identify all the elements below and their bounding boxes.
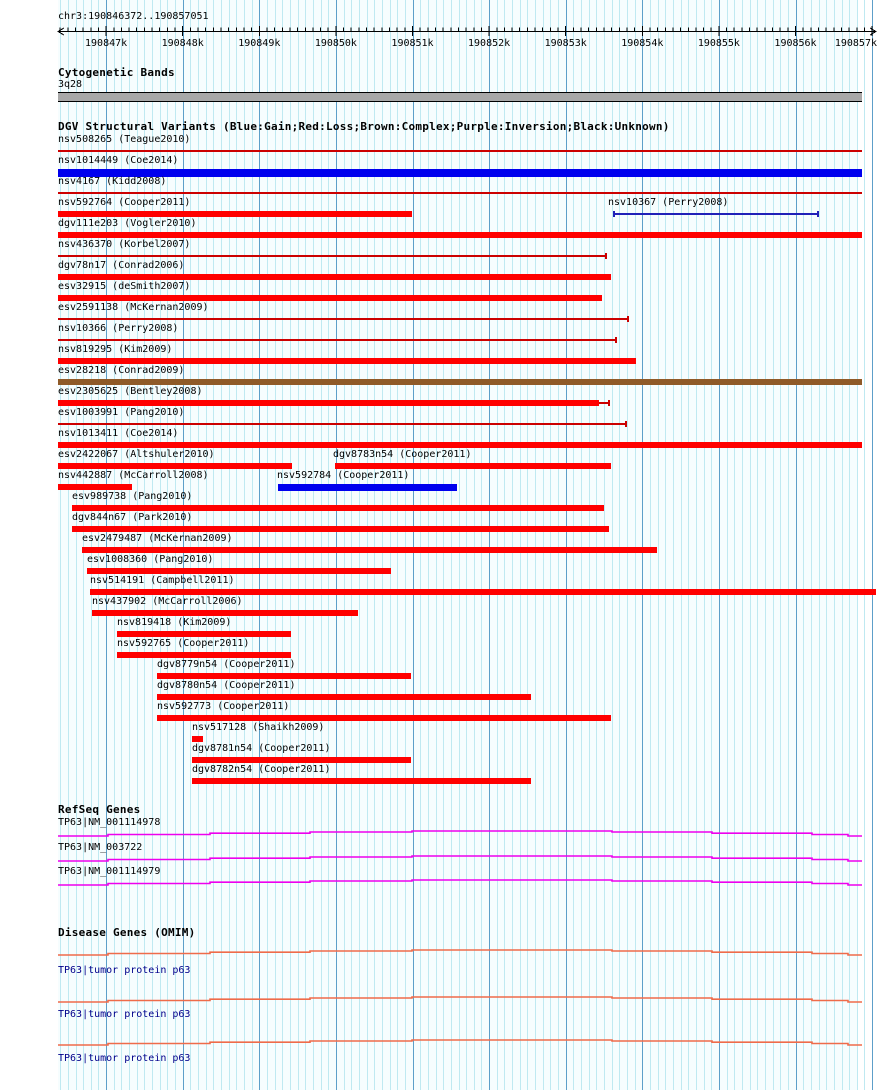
gridline bbox=[305, 0, 306, 1090]
variant-bar[interactable] bbox=[58, 484, 132, 490]
gridline bbox=[742, 0, 743, 1090]
gridline bbox=[382, 0, 383, 1090]
gridline bbox=[773, 0, 774, 1090]
gridline bbox=[857, 0, 858, 1090]
variant-label[interactable]: nsv10366 (Perry2008) bbox=[58, 323, 179, 334]
gridline bbox=[489, 0, 490, 1090]
gridline bbox=[512, 0, 513, 1090]
gridline bbox=[550, 0, 551, 1090]
gridline bbox=[711, 0, 712, 1090]
variant-label[interactable]: dgv844n67 (Park2010) bbox=[72, 512, 193, 523]
ruler-tick-label: 190847k bbox=[85, 38, 128, 49]
variant-label[interactable]: dgv8781n54 (Cooper2011) bbox=[192, 743, 331, 754]
gridline bbox=[459, 0, 460, 1090]
variant-label[interactable]: nsv10367 (Perry2008) bbox=[608, 197, 729, 208]
gridline bbox=[842, 0, 843, 1090]
gridline bbox=[535, 0, 536, 1090]
variant-bar-endcap bbox=[625, 421, 627, 427]
variant-label[interactable]: nsv592773 (Cooper2011) bbox=[157, 701, 290, 712]
gridline bbox=[244, 0, 245, 1090]
gridline bbox=[566, 0, 567, 1090]
variant-label[interactable]: nsv819418 (Kim2009) bbox=[117, 617, 232, 628]
variant-bar[interactable] bbox=[58, 192, 862, 194]
gridline bbox=[604, 0, 605, 1090]
gene-structure[interactable] bbox=[0, 847, 890, 865]
variant-bar[interactable] bbox=[58, 358, 636, 364]
gridline bbox=[527, 0, 528, 1090]
variant-label[interactable]: nsv4167 (Kidd2008) bbox=[58, 176, 167, 187]
gene-label[interactable]: TP63|NM_001114979 bbox=[58, 866, 161, 877]
gridline bbox=[612, 0, 613, 1090]
gridline bbox=[206, 0, 207, 1090]
gridline bbox=[351, 0, 352, 1090]
variant-bar-endcap bbox=[605, 253, 607, 259]
variant-bar[interactable] bbox=[117, 631, 291, 637]
gridline bbox=[673, 0, 674, 1090]
ruler-tick-label: 190856k bbox=[774, 38, 817, 49]
gene-label[interactable]: TP63|tumor protein p63 bbox=[58, 1053, 191, 1064]
variant-label[interactable]: nsv592764 (Cooper2011) bbox=[58, 197, 191, 208]
gridline bbox=[872, 0, 873, 1090]
gridline bbox=[757, 0, 758, 1090]
variant-bar[interactable] bbox=[58, 463, 292, 469]
variant-label[interactable]: esv2479487 (McKernan2009) bbox=[82, 533, 233, 544]
gridline bbox=[750, 0, 751, 1090]
gene-structure[interactable] bbox=[0, 941, 890, 959]
gridline bbox=[290, 0, 291, 1090]
variant-label[interactable]: esv2591138 (McKernan2009) bbox=[58, 302, 209, 313]
gene-label[interactable]: TP63|tumor protein p63 bbox=[58, 1009, 191, 1020]
gridline bbox=[328, 0, 329, 1090]
variant-bar[interactable] bbox=[192, 778, 531, 784]
variant-bar[interactable] bbox=[157, 673, 411, 679]
gridline bbox=[558, 0, 559, 1090]
gridline bbox=[298, 0, 299, 1090]
variant-label[interactable]: dgv78n17 (Conrad2006) bbox=[58, 260, 185, 271]
variant-bar[interactable] bbox=[58, 400, 599, 406]
gridline bbox=[788, 0, 789, 1090]
gridline bbox=[826, 0, 827, 1090]
gridline bbox=[619, 0, 620, 1090]
gridline bbox=[275, 0, 276, 1090]
variant-label[interactable]: esv989738 (Pang2010) bbox=[72, 491, 193, 502]
variant-bar[interactable] bbox=[58, 255, 606, 257]
ruler-tick-label: 190855k bbox=[697, 38, 740, 49]
variant-bar[interactable] bbox=[157, 715, 611, 721]
variant-bar[interactable] bbox=[72, 505, 604, 511]
variant-label[interactable]: esv2305625 (Bentley2008) bbox=[58, 386, 203, 397]
gridline bbox=[267, 0, 268, 1090]
variant-label[interactable]: dgv8782n54 (Cooper2011) bbox=[192, 764, 331, 775]
gridline bbox=[344, 0, 345, 1090]
variant-bar[interactable] bbox=[58, 232, 862, 238]
gridline bbox=[259, 0, 260, 1090]
gridline bbox=[811, 0, 812, 1090]
gene-structure[interactable] bbox=[0, 988, 890, 1006]
ruler-tick-label: 190848k bbox=[161, 38, 204, 49]
gridline bbox=[474, 0, 475, 1090]
variant-bar[interactable] bbox=[58, 379, 862, 385]
gridline bbox=[428, 0, 429, 1090]
variant-label[interactable]: nsv437902 (McCarroll2006) bbox=[92, 596, 243, 607]
gridline bbox=[443, 0, 444, 1090]
variant-label[interactable]: nsv508265 (Teague2010) bbox=[58, 134, 191, 145]
gridline bbox=[282, 0, 283, 1090]
gridline bbox=[719, 0, 720, 1090]
variant-label[interactable]: dgv8780n54 (Cooper2011) bbox=[157, 680, 296, 691]
gridline bbox=[229, 0, 230, 1090]
gridline bbox=[367, 0, 368, 1090]
gridline bbox=[374, 0, 375, 1090]
ruler-tick-label: 190850k bbox=[314, 38, 357, 49]
gridline bbox=[635, 0, 636, 1090]
gridline bbox=[780, 0, 781, 1090]
variant-label[interactable]: dgv111e203 (Vogler2010) bbox=[58, 218, 197, 229]
gridline bbox=[834, 0, 835, 1090]
variant-bar[interactable] bbox=[72, 526, 609, 532]
gridline bbox=[658, 0, 659, 1090]
variant-label[interactable]: dgv8783n54 (Cooper2011) bbox=[333, 449, 472, 460]
gene-label[interactable]: TP63|NM_001114978 bbox=[58, 817, 161, 828]
gridline bbox=[420, 0, 421, 1090]
coordinate-ruler[interactable] bbox=[0, 0, 890, 50]
variant-label[interactable]: nsv514191 (Campbell2011) bbox=[90, 575, 235, 586]
gridline bbox=[627, 0, 628, 1090]
gridline bbox=[696, 0, 697, 1090]
gridline bbox=[681, 0, 682, 1090]
ruler-tick-label: 190851k bbox=[391, 38, 434, 49]
gridline bbox=[359, 0, 360, 1090]
gridline bbox=[497, 0, 498, 1090]
variant-bar[interactable] bbox=[58, 274, 611, 280]
variant-bar-endcap bbox=[817, 211, 819, 217]
gridline bbox=[436, 0, 437, 1090]
gene-structure[interactable] bbox=[0, 871, 890, 889]
variant-label[interactable]: esv28218 (Conrad2009) bbox=[58, 365, 185, 376]
variant-bar[interactable] bbox=[335, 463, 611, 469]
variant-bar[interactable] bbox=[58, 211, 412, 217]
ruler-tick-label: 190852k bbox=[468, 38, 511, 49]
gridline bbox=[596, 0, 597, 1090]
variant-label[interactable]: nsv517128 (Shaikh2009) bbox=[192, 722, 325, 733]
section-header-dgv-variants: DGV Structural Variants (Blue:Gain;Red:Loss;Brown:Complex;Purple:Inversion;Black:Unknown) bbox=[58, 120, 670, 133]
variant-label[interactable]: esv32915 (deSmith2007) bbox=[58, 281, 191, 292]
gridline bbox=[819, 0, 820, 1090]
gridline bbox=[573, 0, 574, 1090]
gene-label[interactable]: TP63|NM_003722 bbox=[58, 842, 143, 853]
variant-bar[interactable] bbox=[90, 589, 876, 595]
variant-bar[interactable] bbox=[58, 169, 862, 177]
section-header-refseq-genes: RefSeq Genes bbox=[58, 803, 141, 816]
variant-label[interactable]: nsv442887 (McCarroll2008) bbox=[58, 470, 209, 481]
variant-label[interactable]: nsv592765 (Cooper2011) bbox=[117, 638, 250, 649]
gene-structure[interactable] bbox=[0, 1031, 890, 1049]
variant-label[interactable]: esv1003991 (Pang2010) bbox=[58, 407, 185, 418]
variant-bar[interactable] bbox=[58, 318, 628, 320]
gridline bbox=[589, 0, 590, 1090]
gene-label[interactable]: TP63|tumor protein p63 bbox=[58, 965, 191, 976]
variant-bar[interactable] bbox=[192, 757, 411, 763]
gridline bbox=[796, 0, 797, 1090]
variant-bar[interactable] bbox=[192, 736, 203, 742]
variant-bar-endcap bbox=[613, 211, 615, 217]
ruler-tick-label: 190849k bbox=[238, 38, 281, 49]
variant-label[interactable]: nsv1014449 (Coe2014) bbox=[58, 155, 179, 166]
variant-label[interactable]: esv1008360 (Pang2010) bbox=[87, 554, 214, 565]
variant-label[interactable]: nsv436370 (Korbel2007) bbox=[58, 239, 191, 250]
variant-bar[interactable] bbox=[58, 423, 626, 425]
variant-bar[interactable] bbox=[613, 213, 818, 215]
gridline bbox=[864, 0, 865, 1090]
variant-bar-endcap bbox=[608, 400, 610, 406]
variant-bar[interactable] bbox=[82, 547, 657, 553]
gridline bbox=[413, 0, 414, 1090]
gridline bbox=[481, 0, 482, 1090]
variant-bar[interactable] bbox=[58, 150, 862, 152]
gridline bbox=[198, 0, 199, 1090]
section-header-cytogenetic-bands: Cytogenetic Bands bbox=[58, 66, 175, 79]
gridline bbox=[520, 0, 521, 1090]
gridline bbox=[504, 0, 505, 1090]
gridline bbox=[313, 0, 314, 1090]
variant-label[interactable]: nsv592784 (Cooper2011) bbox=[277, 470, 410, 481]
gridline bbox=[543, 0, 544, 1090]
gridline bbox=[466, 0, 467, 1090]
gridline bbox=[650, 0, 651, 1090]
ruler-tick-label: 190853k bbox=[544, 38, 587, 49]
variant-bar[interactable] bbox=[92, 610, 358, 616]
section-header-disease-genes-omim: Disease Genes (OMIM) bbox=[58, 926, 196, 939]
variant-bar[interactable] bbox=[58, 442, 862, 448]
gridline bbox=[252, 0, 253, 1090]
variant-label[interactable]: dgv8779n54 (Cooper2011) bbox=[157, 659, 296, 670]
gridline bbox=[727, 0, 728, 1090]
variant-label[interactable]: nsv1013411 (Coe2014) bbox=[58, 428, 179, 439]
cytoband-label: 3q28 bbox=[58, 79, 83, 90]
gridline bbox=[213, 0, 214, 1090]
gridline bbox=[236, 0, 237, 1090]
gridline bbox=[221, 0, 222, 1090]
gridline bbox=[803, 0, 804, 1090]
gridline bbox=[451, 0, 452, 1090]
gridline bbox=[688, 0, 689, 1090]
variant-bar[interactable] bbox=[278, 484, 457, 491]
gridline bbox=[765, 0, 766, 1090]
gridline bbox=[390, 0, 391, 1090]
gridline bbox=[405, 0, 406, 1090]
cytoband-bar[interactable] bbox=[58, 92, 862, 102]
gridline bbox=[336, 0, 337, 1090]
gridline bbox=[704, 0, 705, 1090]
variant-bar[interactable] bbox=[87, 568, 391, 574]
region-title: chr3:190846372..190857051 bbox=[58, 11, 209, 22]
variant-bar-endcap bbox=[627, 316, 629, 322]
gridline bbox=[581, 0, 582, 1090]
gridline bbox=[397, 0, 398, 1090]
variant-bar-endcap bbox=[615, 337, 617, 343]
gridline bbox=[665, 0, 666, 1090]
gridline bbox=[321, 0, 322, 1090]
gridline bbox=[642, 0, 643, 1090]
ruler-tick-label: 190854k bbox=[621, 38, 664, 49]
variant-bar[interactable] bbox=[117, 652, 291, 658]
ruler-tick-label: 190857k bbox=[834, 38, 877, 49]
gridline bbox=[734, 0, 735, 1090]
variant-label[interactable]: nsv819295 (Kim2009) bbox=[58, 344, 173, 355]
variant-bar[interactable] bbox=[58, 339, 616, 341]
variant-bar[interactable] bbox=[58, 295, 602, 301]
gridline bbox=[849, 0, 850, 1090]
variant-label[interactable]: esv2422067 (Altshuler2010) bbox=[58, 449, 215, 460]
variant-bar[interactable] bbox=[157, 694, 531, 700]
gene-structure[interactable] bbox=[0, 822, 890, 840]
